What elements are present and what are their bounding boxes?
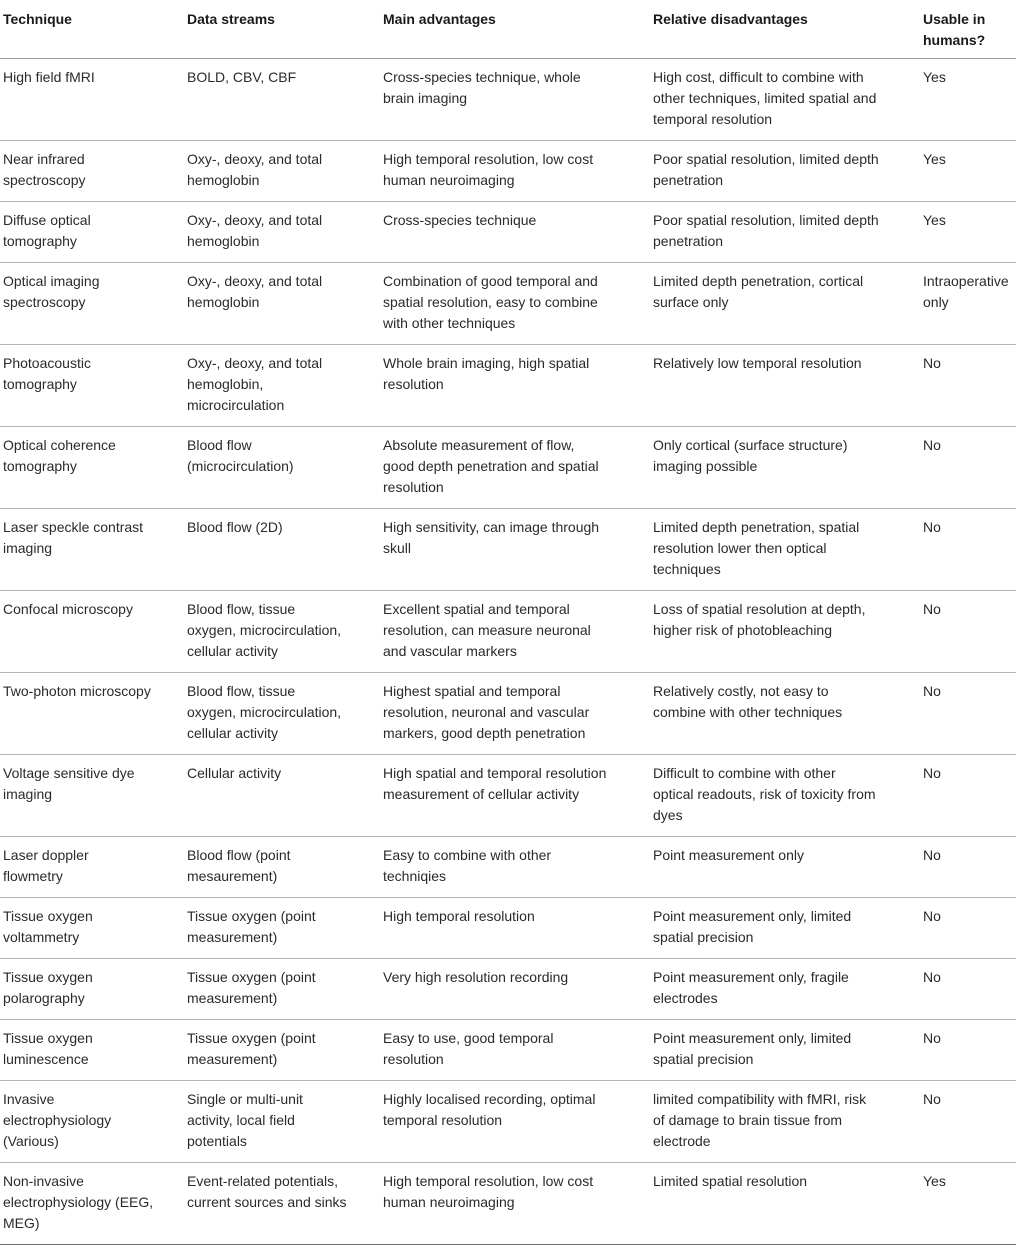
header-relative-disadvantages: Relative disadvantages (653, 11, 808, 27)
data-streams-cell: Blood flow (microcirculation) (187, 436, 294, 474)
disadvantages-cell: Difficult to combine with other optical readouts, risk of toxicity from dyes (653, 764, 876, 823)
advantages-cell: High temporal resolution (383, 907, 535, 924)
technique-cell: Two-photon microscopy (3, 682, 151, 699)
table-row (0, 897, 1016, 958)
disadvantages-cell: limited compatibility with fMRI, risk of damage to brain tissue from electrode (653, 1090, 867, 1149)
advantages-cell: High sensitivity, can image through skull (383, 518, 600, 556)
technique-cell: Photoacoustic tomography (3, 354, 91, 392)
advantages-cell: High temporal resolution, low cost human neuroimaging (383, 150, 594, 188)
table-row (0, 754, 1016, 836)
technique-cell: Near infrared spectroscopy (3, 150, 86, 188)
table-row (0, 426, 1016, 508)
usable-in-humans-cell: Yes (923, 1172, 946, 1189)
data-streams-cell: Blood flow (point mesaurement) (187, 846, 291, 884)
table-row (0, 201, 1016, 262)
data-streams-cell: Tissue oxygen (point measurement) (187, 907, 316, 945)
disadvantages-cell: Poor spatial resolution, limited depth penetration (653, 150, 879, 188)
usable-in-humans-cell: Yes (923, 211, 946, 228)
usable-in-humans-cell: Intraoperative only (923, 272, 1009, 310)
disadvantages-cell: High cost, difficult to combine with other techniques, limited spatial and temporal resolution (653, 68, 877, 127)
advantages-cell: Cross-species technique (383, 211, 537, 228)
data-streams-cell: Blood flow, tissue oxygen, microcirculation, cellular activity (187, 682, 342, 741)
usable-in-humans-cell: No (923, 600, 941, 617)
technique-cell: Optical coherence tomography (3, 436, 116, 474)
technique-cell: Laser doppler flowmetry (3, 846, 89, 884)
disadvantages-cell: Limited depth penetration, spatial resolution lower then optical techniques (653, 518, 860, 577)
technique-cell: Non-invasive electrophysiology (EEG, MEG) (3, 1172, 154, 1231)
data-streams-cell: Blood flow (2D) (187, 518, 283, 535)
header-usable-in-humans: Usable in humans? (923, 11, 986, 48)
table-body (0, 58, 1016, 1244)
header-technique: Technique (3, 11, 72, 27)
usable-in-humans-cell: No (923, 1090, 941, 1107)
advantages-cell: Absolute measurement of flow, good depth penetration and spatial resolution (383, 436, 599, 495)
usable-in-humans-cell: No (923, 436, 941, 453)
advantages-cell: Cross-species technique, whole brain imaging (383, 68, 581, 106)
header-row (0, 0, 1016, 58)
table-row (0, 262, 1016, 344)
usable-in-humans-cell: No (923, 846, 941, 863)
advantages-cell: Very high resolution recording (383, 968, 569, 985)
data-streams-cell: BOLD, CBV, CBF (187, 68, 297, 85)
table-row (0, 836, 1016, 897)
data-streams-cell: Oxy-, deoxy, and total hemoglobin (187, 211, 323, 249)
disadvantages-cell: Point measurement only, limited spatial precision (653, 907, 852, 945)
header-data-streams: Data streams (187, 11, 275, 27)
usable-in-humans-cell: No (923, 518, 941, 535)
advantages-cell: Highly localised recording, optimal temporal resolution (383, 1090, 596, 1128)
usable-in-humans-cell: No (923, 907, 941, 924)
table-row (0, 58, 1016, 140)
disadvantages-cell: Limited depth penetration, cortical surface only (653, 272, 864, 310)
disadvantages-cell: Relatively low temporal resolution (653, 354, 862, 371)
usable-in-humans-cell: No (923, 1029, 941, 1046)
table-row (0, 508, 1016, 590)
usable-in-humans-cell: Yes (923, 68, 946, 85)
usable-in-humans-cell: No (923, 354, 941, 371)
disadvantages-cell: Loss of spatial resolution at depth, higher risk of photobleaching (653, 600, 866, 638)
technique-cell: Confocal microscopy (3, 600, 133, 617)
data-streams-cell: Single or multi-unit activity, local field potentials (187, 1090, 303, 1149)
disadvantages-cell: Limited spatial resolution (653, 1172, 808, 1189)
technique-cell: Tissue oxygen polarography (3, 968, 93, 1006)
advantages-cell: Easy to use, good temporal resolution (383, 1029, 554, 1067)
usable-in-humans-cell: No (923, 764, 941, 781)
data-streams-cell: Cellular activity (187, 764, 282, 781)
technique-cell: Invasive electrophysiology (Various) (3, 1090, 112, 1149)
data-streams-cell: Tissue oxygen (point measurement) (187, 968, 316, 1006)
technique-cell: Tissue oxygen luminescence (3, 1029, 93, 1067)
disadvantages-cell: Poor spatial resolution, limited depth penetration (653, 211, 879, 249)
data-streams-cell: Tissue oxygen (point measurement) (187, 1029, 316, 1067)
advantages-cell: High spatial and temporal resolution measurement of cellular activity (383, 764, 607, 802)
technique-cell: Diffuse optical tomography (3, 211, 91, 249)
advantages-cell: Highest spatial and temporal resolution, neuronal and vascular markers, good depth penetration (383, 682, 590, 741)
disadvantages-cell: Only cortical (surface structure) imaging possible (653, 436, 848, 474)
usable-in-humans-cell: No (923, 682, 941, 699)
technique-cell: Laser speckle contrast imaging (3, 518, 144, 556)
data-streams-cell: Oxy-, deoxy, and total hemoglobin (187, 150, 323, 188)
data-streams-cell: Blood flow, tissue oxygen, microcirculation, cellular activity (187, 600, 342, 659)
advantages-cell: Combination of good temporal and spatial resolution, easy to combine with other techniques (383, 272, 598, 331)
disadvantages-cell: Point measurement only (653, 846, 804, 863)
table-row (0, 590, 1016, 672)
technique-cell: Voltage sensitive dye imaging (3, 764, 135, 802)
data-streams-cell: Event-related potentials, current sources and sinks (187, 1172, 347, 1210)
header-main-advantages: Main advantages (383, 11, 496, 27)
advantages-cell: High temporal resolution, low cost human neuroimaging (383, 1172, 594, 1210)
technique-cell: Tissue oxygen voltammetry (3, 907, 93, 945)
data-streams-cell: Oxy-, deoxy, and total hemoglobin (187, 272, 323, 310)
table-row (0, 344, 1016, 426)
data-streams-cell: Oxy-, deoxy, and total hemoglobin, microcirculation (187, 354, 323, 413)
technique-cell: High field fMRI (3, 68, 95, 85)
table-row (0, 958, 1016, 1019)
advantages-cell: Easy to combine with other techniqies (383, 846, 552, 884)
disadvantages-cell: Point measurement only, limited spatial precision (653, 1029, 852, 1067)
advantages-cell: Excellent spatial and temporal resolution, can measure neuronal and vascular markers (383, 600, 591, 659)
usable-in-humans-cell: Yes (923, 150, 946, 167)
disadvantages-cell: Point measurement only, fragile electrodes (653, 968, 849, 1006)
table-row (0, 672, 1016, 754)
advantages-cell: Whole brain imaging, high spatial resolution (383, 354, 590, 392)
table-row (0, 1019, 1016, 1080)
technique-cell: Optical imaging spectroscopy (3, 272, 100, 310)
table-row (0, 1080, 1016, 1162)
table-header (0, 0, 1016, 58)
table-row (0, 140, 1016, 201)
table-row (0, 1162, 1016, 1244)
disadvantages-cell: Relatively costly, not easy to combine with other techniques (653, 682, 843, 720)
usable-in-humans-cell: No (923, 968, 941, 985)
